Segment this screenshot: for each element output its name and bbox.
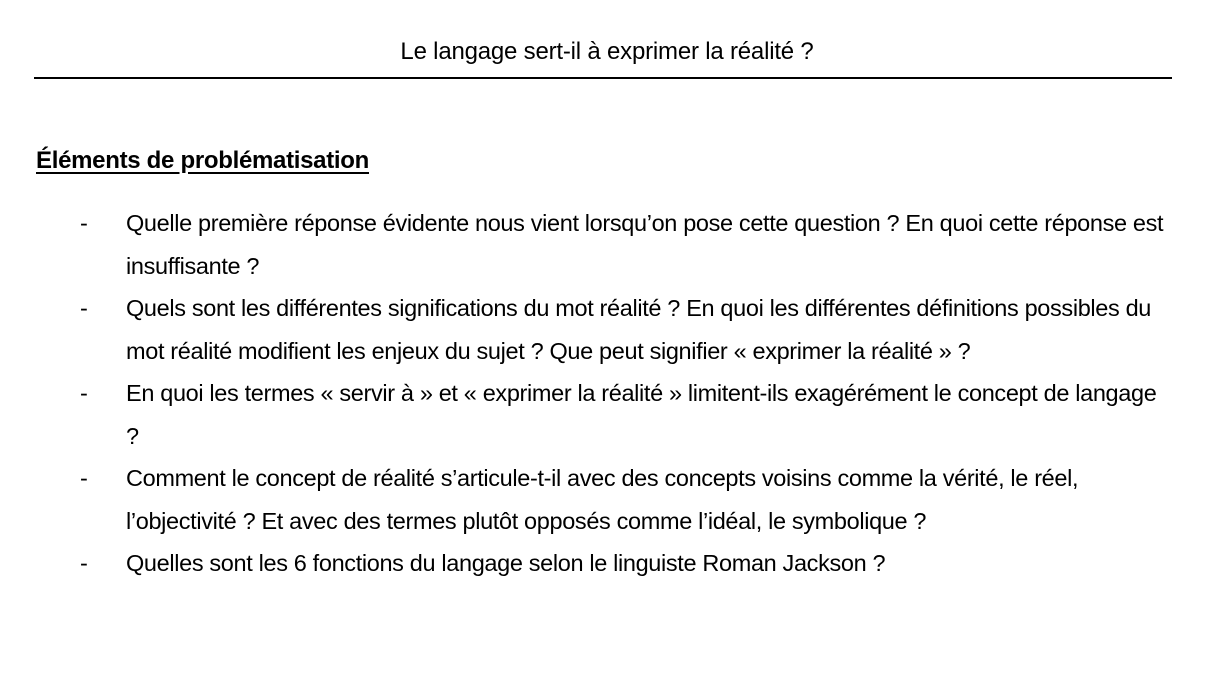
bullet-dash: - — [80, 550, 88, 576]
question-text: Comment le concept de réalité s’articule-t-il avec des concepts voisins comme la vérité, le réel, l’objectivité ? Et avec des termes plutôt opposés comme l’idéal, le symbolique ? — [126, 465, 1079, 534]
bullet-dash: - — [80, 380, 88, 406]
bullet-dash: - — [80, 210, 88, 236]
section-heading: Éléments de problématisation — [36, 147, 370, 174]
list-item — [0, 542, 1214, 585]
list-item — [0, 202, 1214, 287]
title-divider — [34, 77, 1172, 79]
bullet-dash: - — [80, 295, 88, 321]
bullet-dash: - — [80, 465, 88, 491]
question-text: En quoi les termes « servir à » et « exprimer la réalité » limitent-ils exagérément le concept de langage ? — [126, 380, 1157, 449]
list-item — [0, 287, 1214, 372]
document-title: Le langage sert-il à exprimer la réalité ? — [400, 38, 814, 65]
list-item — [0, 457, 1214, 542]
question-list — [0, 202, 1214, 585]
question-text: Quels sont les différentes significations du mot réalité ? En quoi les différentes définitions possibles du mot réalité modifient les enjeux du sujet ? Que peut signifier « exprimer la réalité » ? — [126, 295, 1152, 364]
list-item — [0, 372, 1214, 457]
question-text: Quelles sont les 6 fonctions du langage selon le linguiste Roman Jackson ? — [126, 550, 886, 576]
question-text: Quelle première réponse évidente nous vient lorsqu’on pose cette question ? En quoi cette réponse est insuffisante ? — [126, 210, 1164, 279]
